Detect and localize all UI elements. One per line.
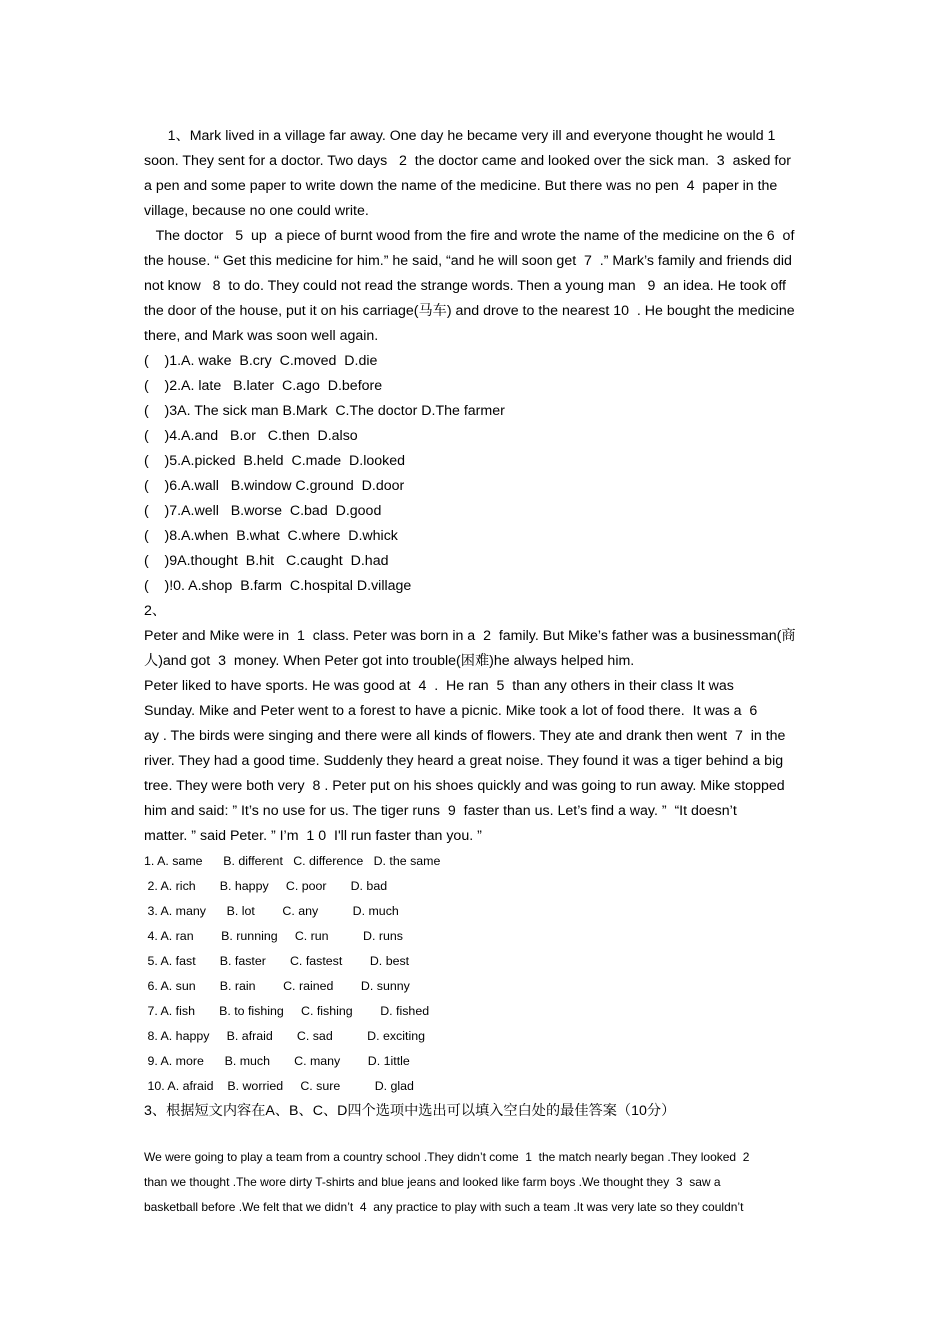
question-item: ( )!0. A.shop B.farm C.hospital D.village <box>144 578 412 594</box>
passage-line: ay . The birds were singing and there were all kinds of flowers. They ate and drank then went 7 in the <box>144 728 786 744</box>
question-item: 9. A. more B. much C. many D. 1ittle <box>144 1054 410 1068</box>
question-item: ( )5.A.picked B.held C.made D.looked <box>144 453 406 469</box>
question-item: ( )1.A. wake B.cry C.moved D.die <box>144 353 378 369</box>
passage-line: basketball before .We felt that we didn’t 4 any practice to play with such a team .It was very late so they couldn’t <box>144 1200 744 1214</box>
passage-line: a pen and some paper to write down the name of the medicine. But there was no pen 4 paper in the <box>144 178 778 194</box>
passage-line: river. They had a good time. Suddenly they heard a great noise. They found it was a tiger behind a big <box>144 753 784 769</box>
question-item: ( )9A.thought B.hit C.caught D.had <box>144 553 389 569</box>
question-item: ( )6.A.wall B.window C.ground D.door <box>144 478 405 494</box>
passage-line: him and said: ” It’s no use for us. The tiger runs 9 faster than us. Let’s find a way. ” “It doesn’t <box>144 803 737 819</box>
passage-line: We were going to play a team from a country school .They didn’t come 1 the match nearly began .They looked 2 <box>144 1150 750 1164</box>
section-number: 2、 <box>144 603 167 619</box>
passage-line: than we thought .The wore dirty T-shirts and blue jeans and looked like farm boys .We thought they 3 saw a <box>144 1175 721 1189</box>
section-heading: 3、根据短文内容在A、B、C、D四个选项中选出可以填入空白处的最佳答案（10分） <box>144 1103 676 1119</box>
question-item: ( )7.A.well B.worse C.bad D.good <box>144 503 382 519</box>
passage-line: Peter and Mike were in 1 class. Peter was born in a 2 family. But Mike’s father was a businessman(商 <box>144 628 796 644</box>
question-item: 5. A. fast B. faster C. fastest D. best <box>144 954 410 968</box>
question-item: 2. A. rich B. happy C. poor D. bad <box>144 879 388 893</box>
passage-line: Sunday. Mike and Peter went to a forest to have a picnic. Mike took a lot of food there. It was a 6 <box>144 703 758 719</box>
passage-line: Peter liked to have sports. He was good at 4 . He ran 5 than any others in their class It was <box>144 678 734 694</box>
question-item: ( )3A. The sick man B.Mark C.The doctor D.The farmer <box>144 403 505 419</box>
passage-line: 人)and got 3 money. When Peter got into trouble(困难)he always helped him. <box>144 653 635 669</box>
question-item: 4. A. ran B. running C. run D. runs <box>144 929 403 943</box>
question-item: 6. A. sun B. rain C. rained D. sunny <box>144 979 410 993</box>
passage-line: the door of the house, put it on his carriage(马车) and drove to the nearest 10 . He bought the medicine <box>144 303 795 319</box>
passage-line: there, and Mark was soon well again. <box>144 328 379 344</box>
passage-line: soon. They sent for a doctor. Two days 2 the doctor came and looked over the sick man. 3 asked for <box>144 153 791 169</box>
passage-line: the house. “ Get this medicine for him.” he said, “and he will soon get 7 .” Mark’s family and friends did <box>144 253 792 269</box>
question-item: ( )4.A.and B.or C.then D.also <box>144 428 358 444</box>
passage-line: The doctor 5 up a piece of burnt wood from the fire and wrote the name of the medicine on the 6 of <box>144 228 795 244</box>
question-item: ( )2.A. late B.later C.ago D.before <box>144 378 383 394</box>
question-item: 8. A. happy B. afraid C. sad D. exciting <box>144 1029 425 1043</box>
passage-line: village, because no one could write. <box>144 203 369 219</box>
question-item: 1. A. same B. different C. difference D. the same <box>144 854 441 868</box>
question-item: 10. A. afraid B. worried C. sure D. glad <box>144 1079 414 1093</box>
passage-line: 1、Mark lived in a village far away. One day he became very ill and everyone thought he would 1 <box>144 128 776 144</box>
question-item: 7. A. fish B. to fishing C. fishing D. fished <box>144 1004 430 1018</box>
question-item: ( )8.A.when B.what C.where D.whick <box>144 528 398 544</box>
question-item: 3. A. many B. lot C. any D. much <box>144 904 399 918</box>
passage-line: tree. They were both very 8 . Peter put on his shoes quickly and was going to run away. Mike stopped <box>144 778 785 794</box>
passage-line: not know 8 to do. They could not read the strange words. Then a young man 9 an idea. He took off <box>144 278 786 294</box>
passage-line: matter. ” said Peter. ” I’m 1 0 I'll run faster than you. ” <box>144 828 482 844</box>
